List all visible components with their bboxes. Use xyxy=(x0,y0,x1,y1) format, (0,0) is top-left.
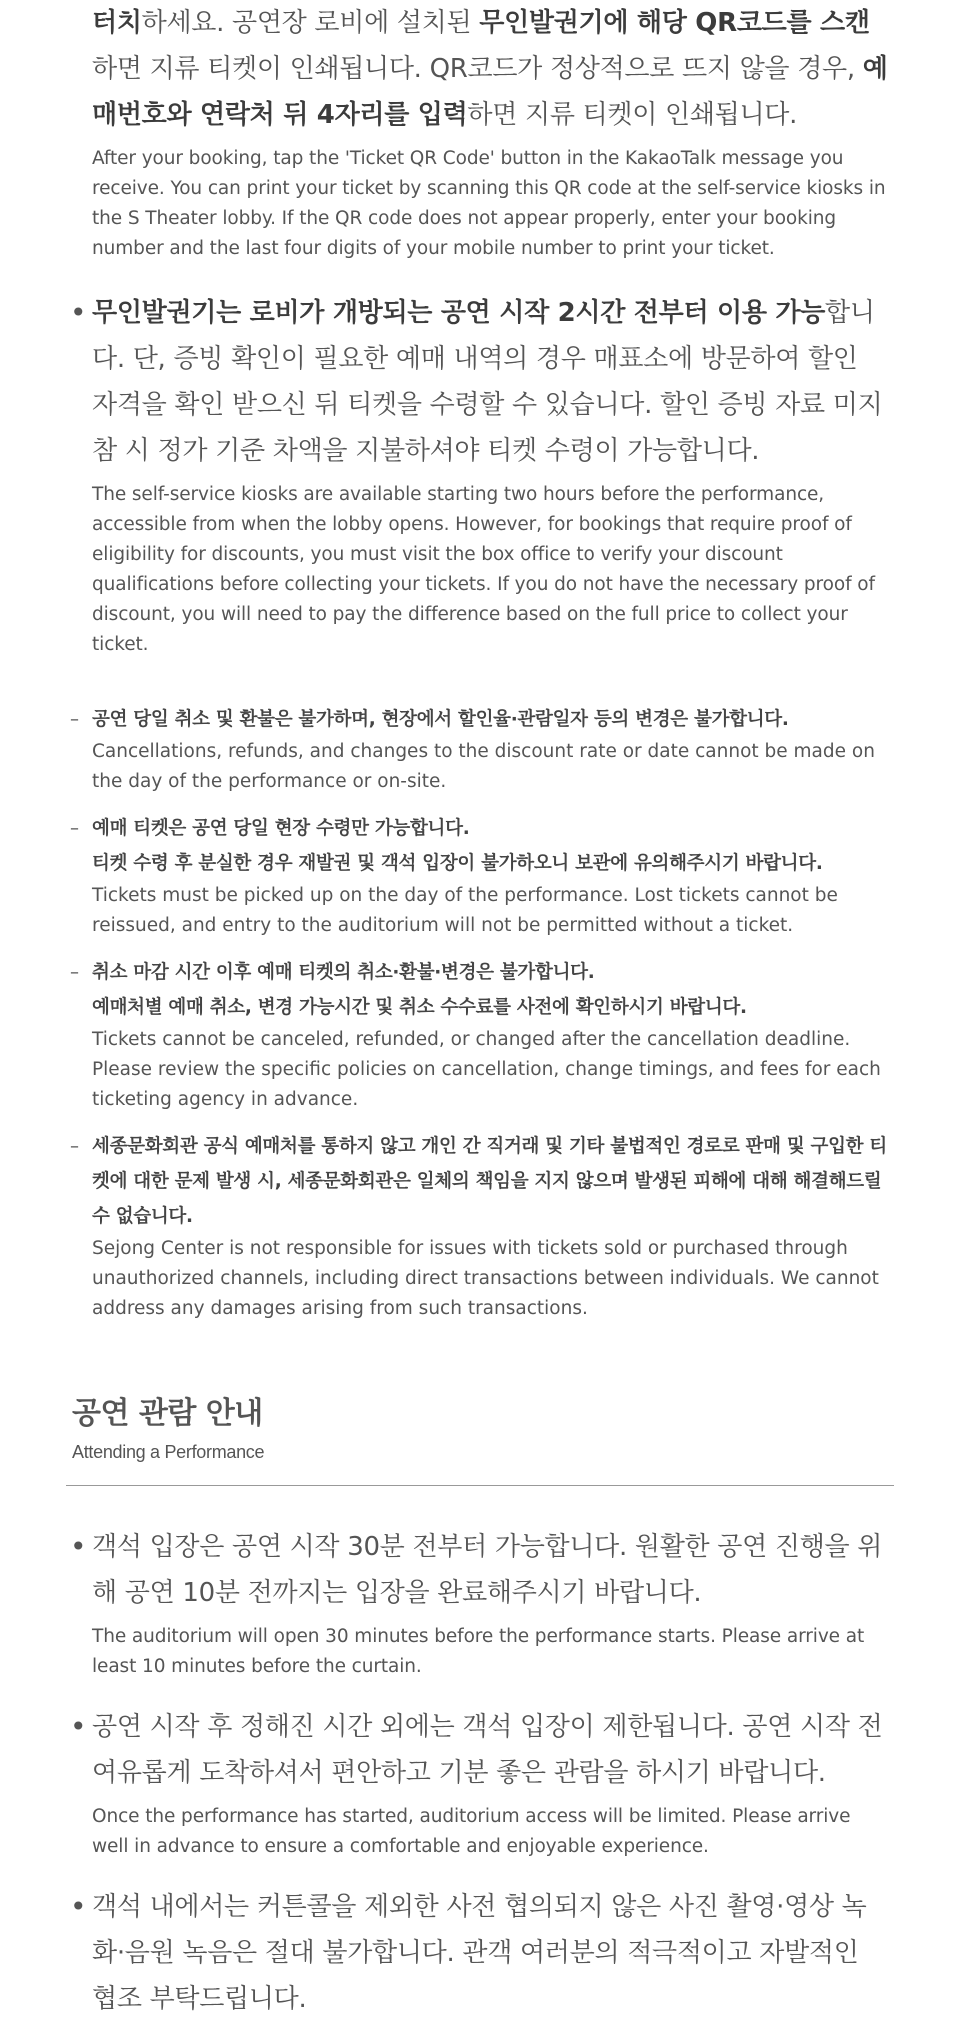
notice-en-text: Cancellations, refunds, and changes to the discount rate or date cannot be made on the day of the performance or on-site. xyxy=(92,741,875,792)
text-run-bold: 무인발권기에 해당 QR코드를 스캔 xyxy=(479,8,870,38)
bullet-icon: • xyxy=(70,1530,87,1563)
notice-en-text: Sejong Center is not responsible for issues with tickets sold or purchased through unauthorized channels, including direct transactions between individuals. We cannot address any damages arising from such transactions. xyxy=(92,1238,879,1319)
notice-ko-text: 취소 마감 시간 이후 예매 티켓의 취소·환불·변경은 불가합니다. xyxy=(92,962,595,983)
section-title: 공연 관람 안내 xyxy=(72,1396,263,1431)
item-en-text: After your booking, tap the 'Ticket QR Code' button in the KakaoTalk message you receive. You can print your ticket by scanning this QR code at the self-service kiosks in the S Theater lobby. If the QR code does not appear properly, enter your booking number and the last four digits of your mobile number to print your ticket. xyxy=(92,148,886,259)
item-ko-text xyxy=(92,0,890,138)
notice-en-text: Tickets cannot be canceled, refunded, or changed after the cancellation deadline. Please review the specific policies on cancellation, change timings, and fees for each ticketing agency in advance. xyxy=(92,1029,881,1110)
notice-item xyxy=(70,811,890,941)
notice-ko-text: 공연 당일 취소 및 환불은 불가하며, 현장에서 할인율·관람일자 등의 변경은 불가합니다. xyxy=(92,709,789,730)
item-ko-text: 객석 내에서는 커튼콜을 제외한 사전 협의되지 않은 사진 촬영·영상 녹화·음원 녹음은 절대 불가합니다. 관객 여러분의 적극적이고 자발적인 협조 부탁드립니다. xyxy=(92,1892,867,2014)
text-run: 하면 지류 티켓이 인쇄됩니다. xyxy=(467,100,798,130)
notice-item xyxy=(70,702,890,797)
text-run: 하면 지류 티켓이 인쇄됩니다. QR코드가 정상적으로 뜨지 않을 경우, xyxy=(92,54,863,84)
list-item xyxy=(70,1884,890,2022)
divider xyxy=(66,1485,894,1486)
notice-list xyxy=(0,702,960,1324)
list-item xyxy=(70,290,890,660)
text-run-bold: 무인발권기는 로비가 개방되는 공연 시작 2시간 전부터 이용 가능 xyxy=(92,298,826,328)
text-run: 합니다. 단, 증빙 확인이 필요한 예매 내역의 경우 매표소에 방문하여 할인 자격을 확인 받으신 뒤 티켓을 수령할 수 있습니다. 할인 증빙 자료 미지참 시 정가 기준 차액을 지불하셔야 티켓 수령이 가능합니다. xyxy=(92,298,883,466)
section-heading xyxy=(72,1394,960,1463)
bullet-icon: • xyxy=(70,1710,87,1743)
item-en-text: The auditorium will open 30 minutes before the performance starts. Please arrive at least 10 minutes before the curtain. xyxy=(92,1626,865,1677)
text-run-bold: 터치 xyxy=(92,8,142,38)
dash-icon: – xyxy=(70,818,79,839)
list-item xyxy=(92,0,890,264)
notice-ko-text: 예매처별 예매 취소, 변경 가능시간 및 취소 수수료를 사전에 확인하시기 바랍니다. xyxy=(92,997,747,1018)
item-en-text: Once the performance has started, auditorium access will be limited. Please arrive well in advance to ensure a comfortable and enjoyable experience. xyxy=(92,1806,851,1857)
item-ko-text: 객석 입장은 공연 시작 30분 전부터 가능합니다. 원활한 공연 진행을 위해 공연 10분 전까지는 입장을 완료해주시기 바랍니다. xyxy=(92,1532,883,1608)
list-item xyxy=(70,1704,890,1862)
section-subtitle: Attending a Performance xyxy=(72,1442,265,1462)
item-ko-text: 공연 시작 후 정해진 시간 외에는 객석 입장이 제한됩니다. 공연 시작 전 여유롭게 도착하셔서 편안하고 기분 좋은 관람을 하시기 바랍니다. xyxy=(92,1712,883,1788)
bullet-icon: • xyxy=(70,1890,87,1923)
list-item xyxy=(70,1524,890,1682)
attending-list xyxy=(0,1524,960,2022)
ticket-pickup-list xyxy=(0,0,960,660)
notice-item xyxy=(70,955,890,1115)
text-run-bold: 예매번호와 연락처 뒤 4자리를 입력 xyxy=(92,54,888,130)
item-ko-text xyxy=(92,290,890,474)
notice-en-text: Tickets must be picked up on the day of the performance. Lost tickets cannot be reissued, and entry to the auditorium will not be permitted without a ticket. xyxy=(92,885,838,936)
notice-ko-text: 예매 티켓은 공연 당일 현장 수령만 가능합니다. xyxy=(92,818,470,839)
notice-ko-text: 세종문화회관 공식 예매처를 통하지 않고 개인 간 직거래 및 기타 불법적인 경로로 판매 및 구입한 티켓에 대한 문제 발생 시, 세종문화회관은 일체의 책임을 지지 않으며 발생된 피해에 대해 해결해드릴 수 없습니다. xyxy=(92,1136,887,1227)
text-run: 하세요. 공연장 로비에 설치된 xyxy=(141,8,480,38)
dash-icon: – xyxy=(70,962,79,983)
dash-icon: – xyxy=(70,1136,79,1157)
dash-icon: – xyxy=(70,709,79,730)
bullet-icon: • xyxy=(70,296,87,329)
item-en-text: The self-service kiosks are available starting two hours before the performance, accessible from when the lobby opens. However, for bookings that require proof of eligibility for discounts, you must visit the box office to verify your discount qualifications before collecting your tickets. If you do not have the necessary proof of discount, you will need to pay the difference based on the full price to collect your ticket. xyxy=(92,484,875,655)
notice-item xyxy=(70,1129,890,1324)
notice-ko-text: 티켓 수령 후 분실한 경우 재발권 및 객석 입장이 불가하오니 보관에 유의해주시기 바랍니다. xyxy=(92,853,823,874)
